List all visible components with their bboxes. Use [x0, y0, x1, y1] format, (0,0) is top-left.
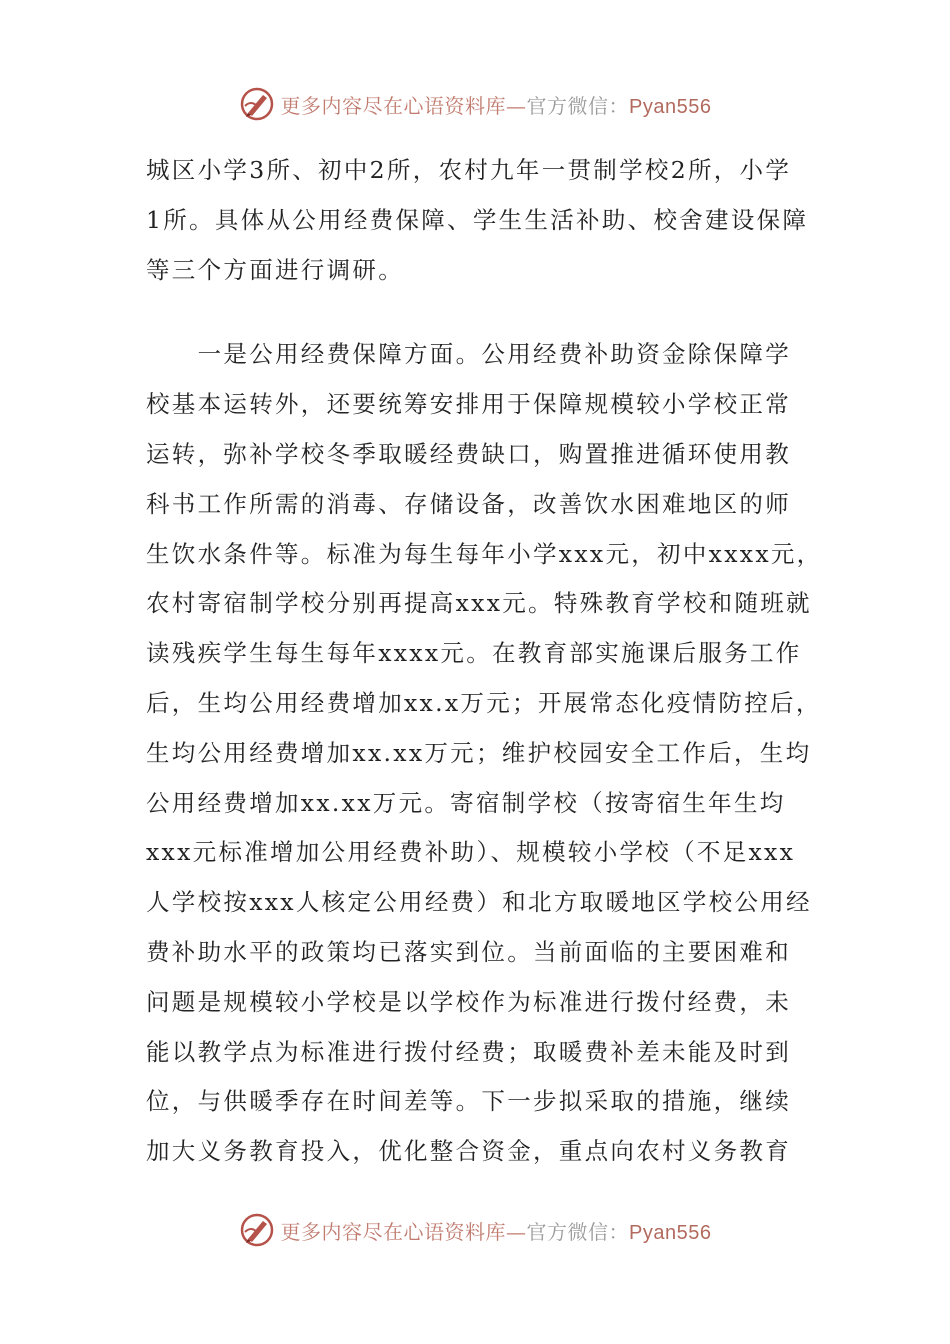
text-line: 位，与供暖季存在时间差等。下一步拟采取的措施，继续: [146, 1087, 791, 1116]
text-line: 农村寄宿制学校分别再提高xxx元。特殊教育学校和随班就: [146, 589, 812, 618]
watermark-wechat: 官方微信：: [526, 93, 630, 118]
text-line: 公用经费增加xx.xx万元。寄宿制学校（按寄宿生年生均: [146, 788, 786, 817]
text-line: 人学校按xxx人核定公用经费）和北方取暖地区学校公用经: [146, 888, 812, 917]
footer-watermark: [0, 1210, 950, 1250]
text-line: 生均公用经费增加xx.xx万元；维护校园安全工作后，生均: [146, 738, 812, 767]
watermark-text: [281, 1216, 712, 1245]
text-line: 运转，弥补学校冬季取暖经费缺口，购置推进循环使用教: [146, 439, 791, 468]
pen-logo-icon: [239, 86, 275, 122]
text-line: 一是公用经费保障方面。公用经费补助资金除保障学: [146, 340, 791, 369]
text-line: 问题是规模较小学校是以学校作为标准进行拨付经费，未: [146, 987, 791, 1016]
document-body: [146, 146, 823, 1177]
header-watermark: [0, 84, 950, 124]
text-line: 读残疾学生每生每年xxxx元。在教育部实施课后服务工作: [146, 639, 802, 668]
pen-logo-icon: [239, 1212, 275, 1248]
watermark-main: 更多内容尽在心语资料库—: [280, 93, 527, 118]
text-line: 后，生均公用经费增加xx.x万元；开展常态化疫情防控后，: [146, 688, 822, 717]
watermark-text: [281, 90, 712, 119]
text-line: 能以教学点为标准进行拨付经费；取暖费补差未能及时到: [146, 1037, 791, 1066]
watermark-id: Pyan556: [629, 1221, 712, 1244]
text-line: 费补助水平的政策均已落实到位。当前面临的主要困难和: [146, 937, 791, 966]
text-line: 生饮水条件等。标准为每生每年小学xxx元，初中xxxx元，: [146, 539, 823, 568]
watermark-main: 更多内容尽在心语资料库—: [280, 1219, 527, 1244]
text-line: 加大义务教育投入，优化整合资金，重点向农村义务教育: [146, 1137, 791, 1166]
text-line: 校基本运转外，还要统筹安排用于保障规模较小学校正常: [146, 390, 791, 419]
text-line: 科书工作所需的消毒、存储设备，改善饮水困难地区的师: [146, 489, 791, 518]
paragraph-1: [146, 146, 809, 295]
watermark-id: Pyan556: [629, 95, 712, 118]
watermark-wechat: 官方微信：: [526, 1219, 630, 1244]
text-line: 1所。具体从公用经费保障、学生生活补助、校舍建设保障: [146, 205, 809, 234]
text-line: xxx元标准增加公用经费补助）、规模较小学校（不足xxx: [146, 838, 796, 867]
text-line: 城区小学3所、初中2所，农村九年一贯制学校2所，小学: [146, 156, 792, 184]
paragraph-2: [146, 330, 823, 1177]
text-line: 等三个方面进行调研。: [146, 255, 404, 284]
